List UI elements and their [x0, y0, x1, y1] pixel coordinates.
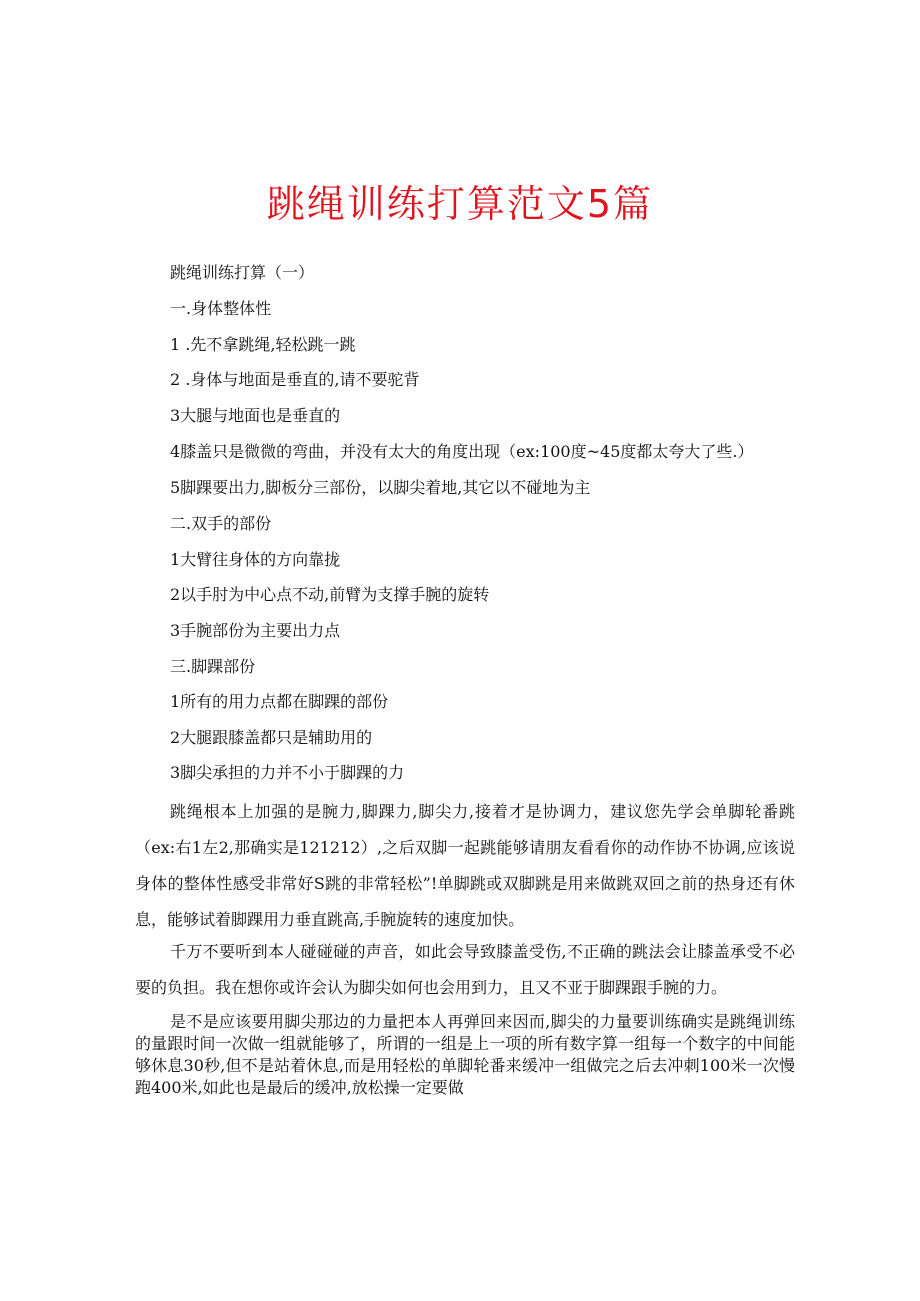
list-item: 1所有的用力点都在脚踝的部份: [170, 692, 389, 711]
body-paragraph: 千万不要听到本人碰碰碰的声音，如此会导致膝盖受伤,不正确的跳法会让膝盖承受不必要的负担。我在想你或许会认为脚尖如何也会用到力，且又不亚于脚踝跟手腕的力。: [135, 942, 795, 997]
list-item: 5脚踝要出力,脚板分三部份，以脚尖着地,其它以不碰地为主: [170, 478, 591, 497]
subsection-heading: 一.身体整体性: [170, 299, 272, 318]
body-paragraph: 是不是应该要用脚尖那边的力量把本人再弹回来因而,脚尖的力量要训练确实是跳绳训练的量跟时间一次做一组就能够了，所谓的一组是上一项的所有数字算一组每一个数字的中间能够休息30秒,但不是站着休息,而是用轻松的单脚轮番来缓冲一组做完之后去冲刺100米一次慢跑400米,如此也是最后的缓冲,放松操一定要做: [135, 1012, 795, 1097]
body-paragraph: 跳绳根本上加强的是腕力,脚踝力,脚尖力,接着才是协调力，建议您先学会单脚轮番跳（ex:右1左2,那确实是121212）,之后双脚一起跳能够请朋友看看你的动作协不协调,应该说身体的整体性感受非常好S跳的非常轻松”!单脚跳或双脚跳是用来做跳双回之前的热身还有休息，能够试着脚踝用力垂直跳高,手腕旋转的速度加快。: [135, 802, 795, 929]
subsection-heading: 三.脚踝部份: [170, 657, 256, 676]
list-item: 3手腕部份为主要出力点: [170, 621, 341, 640]
list-item: 1 .先不拿跳绳,轻松跳一跳: [170, 335, 356, 354]
subsection-heading: 二.双手的部份: [170, 514, 272, 533]
list-item: 2大腿跟膝盖都只是辅助用的: [170, 728, 373, 747]
list-item: 3脚尖承担的力并不小于脚踝的力: [170, 763, 405, 782]
list-item: 4膝盖只是微微的弯曲，并没有太大的角度出现（ex:100度~45度都太夸大了些.）: [170, 442, 754, 461]
document-title: 跳绳训练打算范文5篇: [266, 182, 654, 226]
list-item: 1大臂往身体的方向靠拢: [170, 550, 341, 569]
section-heading: 跳绳训练打算（一）: [170, 263, 315, 282]
list-item: 2 .身体与地面是垂直的,请不要驼背: [170, 370, 420, 389]
list-item: 2以手肘为中心点不动,前臂为支撑手腕的旋转: [170, 585, 490, 604]
list-item: 3大腿与地面也是垂直的: [170, 406, 341, 425]
